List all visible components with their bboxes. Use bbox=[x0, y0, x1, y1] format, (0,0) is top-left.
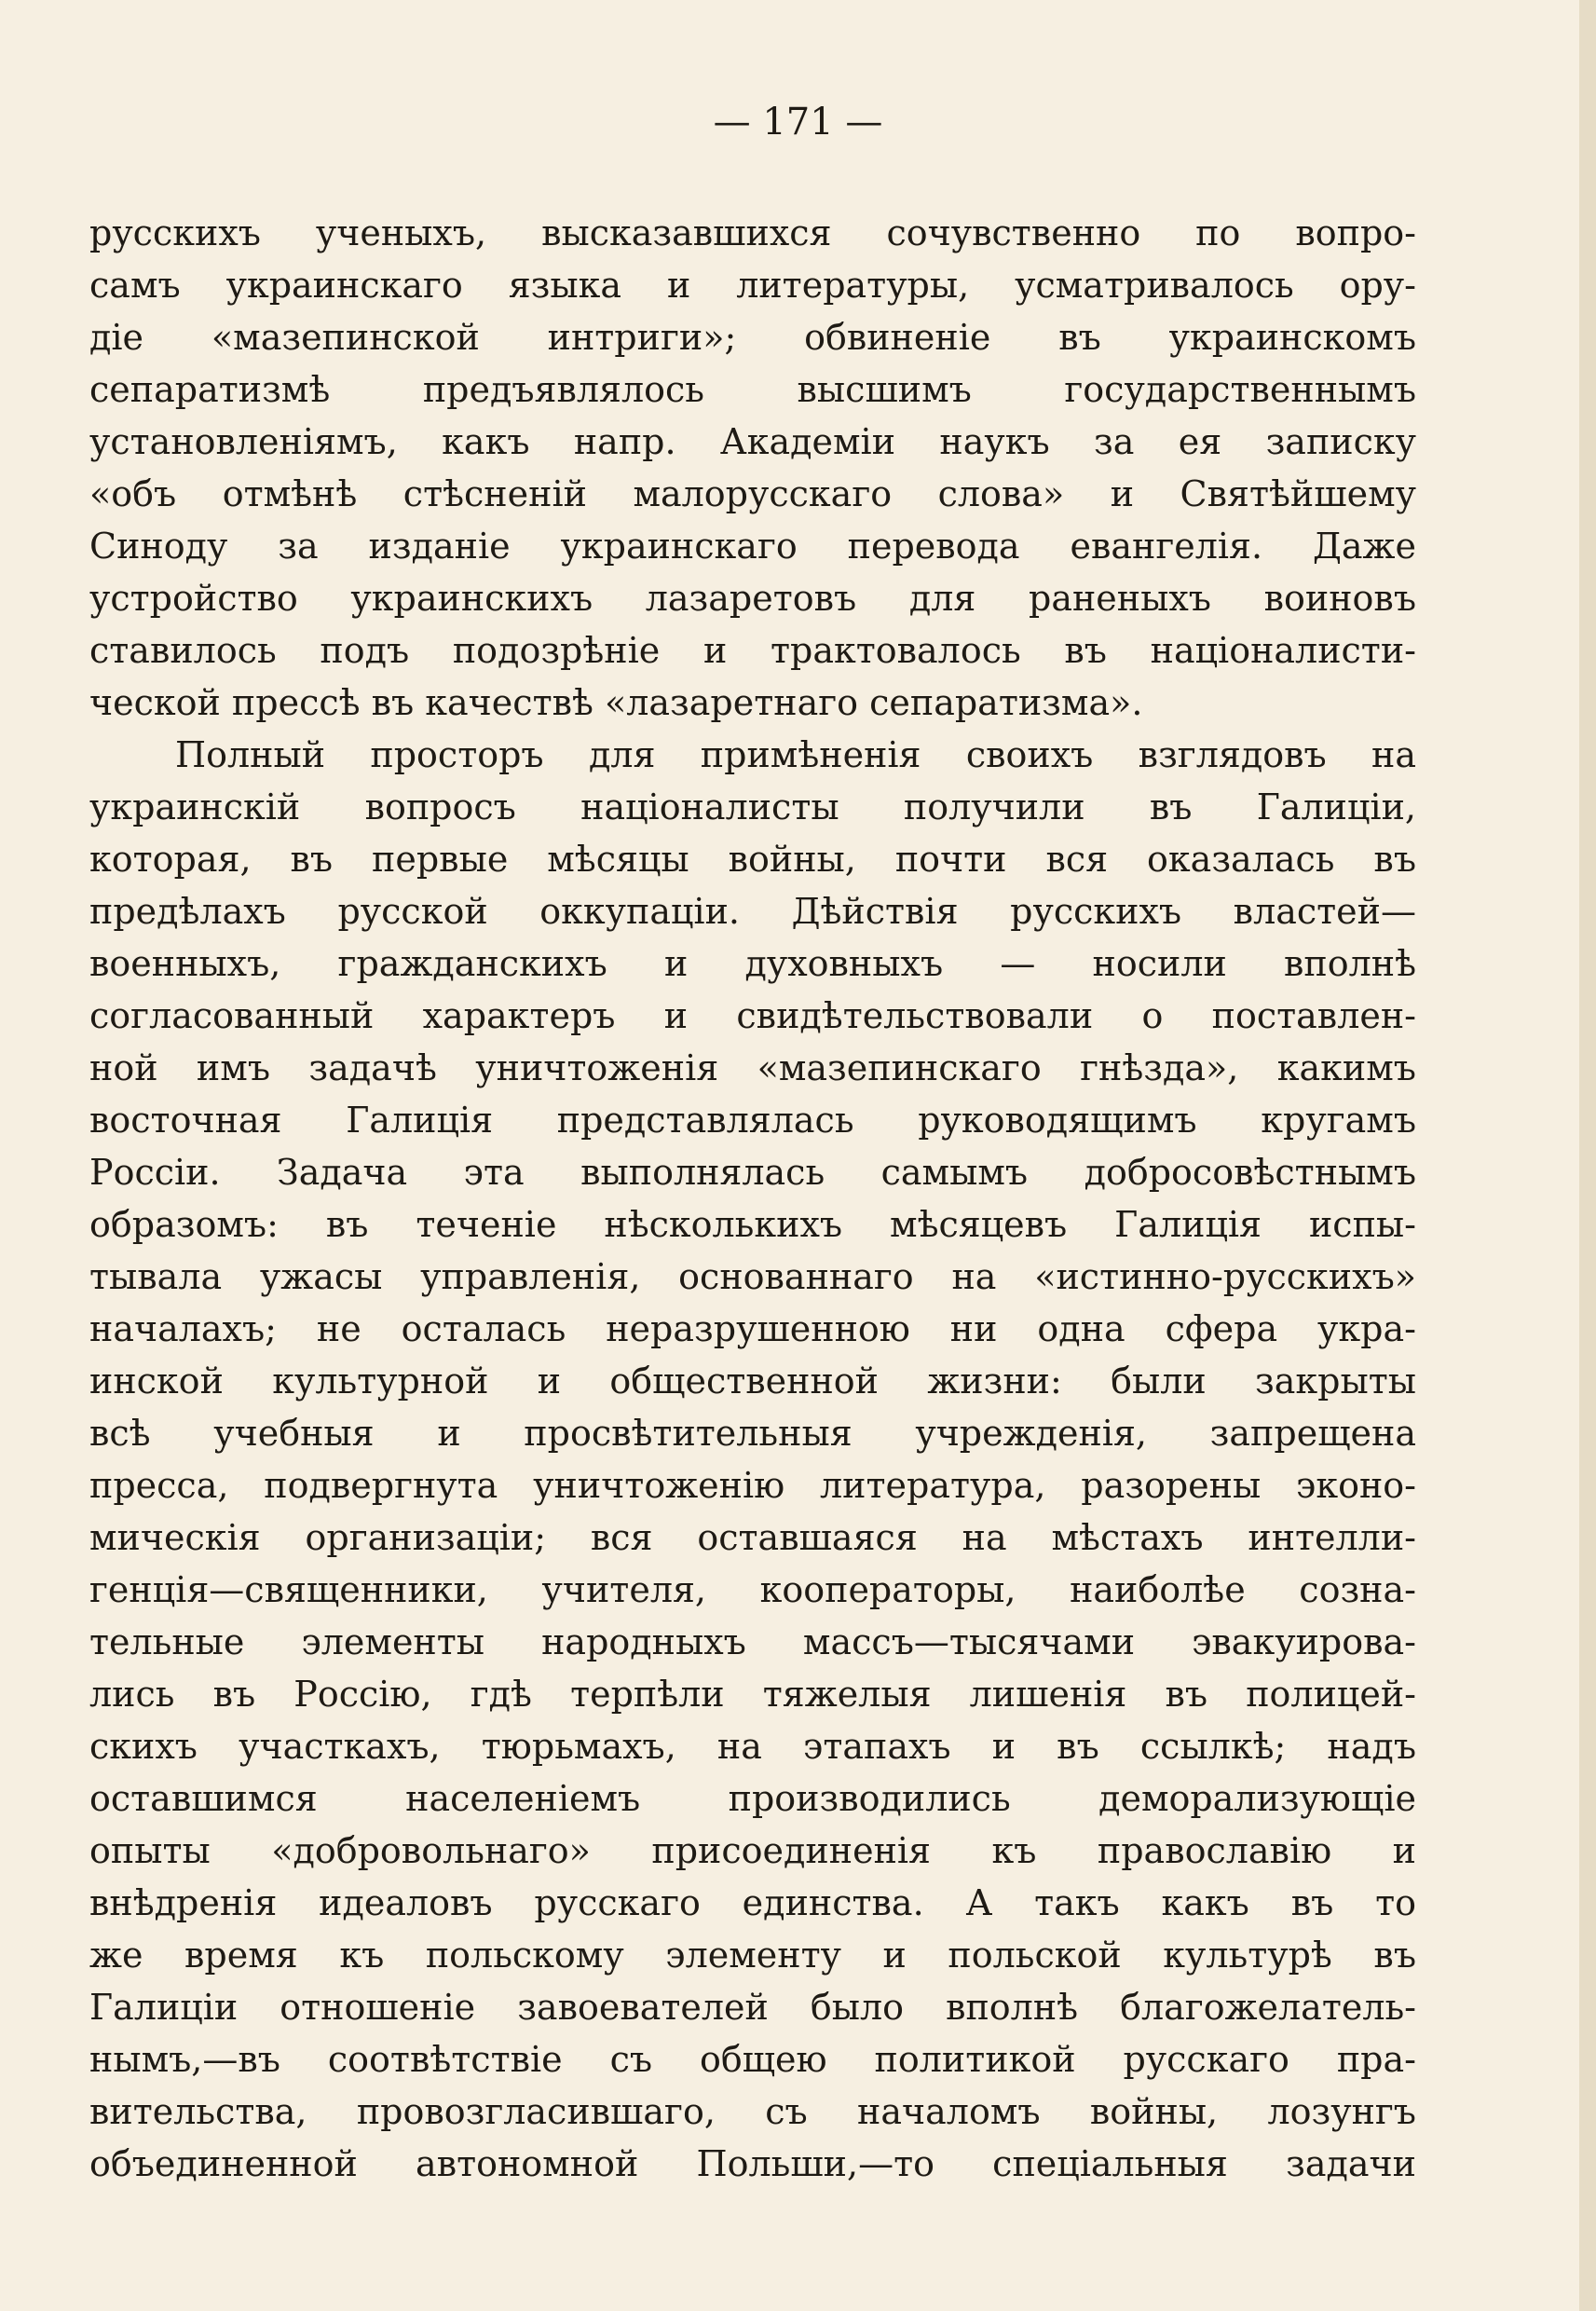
text-line: украинскій вопросъ націоналисты получили въ Галиціи, bbox=[89, 786, 1416, 827]
text-line: «объ отмѣнѣ стѣсненій малорусскаго слова» и Святѣйшему bbox=[89, 473, 1416, 514]
text-line: образомъ: въ теченіе нѣсколькихъ мѣсяцевъ Галиція испы- bbox=[89, 1204, 1416, 1245]
text-line: русскихъ ученыхъ, высказавшихся сочувственно по вопро- bbox=[89, 212, 1416, 253]
text-line: всѣ учебныя и просвѣтительныя учрежденія, запрещена bbox=[89, 1413, 1416, 1454]
text-line: нымъ,—въ соотвѣтствіе съ общею политикой русскаго пра- bbox=[89, 2039, 1416, 2080]
text-line: Россіи. Задача эта выполнялась самымъ добросовѣстнымъ bbox=[89, 1152, 1416, 1193]
text-line: сепаратизмѣ предъявлялось высшимъ государственнымъ bbox=[89, 369, 1416, 410]
page-edge bbox=[1579, 0, 1596, 2311]
text-line: діе «мазепинской интриги»; обвиненіе въ украинскомъ bbox=[89, 317, 1416, 358]
text-line: лись въ Россію, гдѣ терпѣли тяжелыя лишенія въ полицей- bbox=[89, 1674, 1416, 1715]
body-text bbox=[89, 207, 1416, 2190]
text-line: которая, въ первые мѣсяцы войны, почти вся оказалась въ bbox=[89, 839, 1416, 880]
text-line: началахъ; не осталась неразрушенною ни одна сфера укра- bbox=[89, 1308, 1416, 1349]
text-line: тывала ужасы управленія, основаннаго на «истинно-русскихъ» bbox=[89, 1256, 1416, 1297]
text-line: ставилось подъ подозрѣніе и трактовалось въ націоналисти- bbox=[89, 630, 1416, 671]
text-line: оставшимся населеніемъ производились деморализующіе bbox=[89, 1778, 1416, 1819]
text-line: ной имъ задачѣ уничтоженія «мазепинскаго гнѣзда», какимъ bbox=[89, 1047, 1416, 1088]
text-line: инской культурной и общественной жизни: были закрыты bbox=[89, 1361, 1416, 1402]
text-line: Полный просторъ для примѣненія своихъ взглядовъ на bbox=[175, 734, 1416, 775]
text-line: предѣлахъ русской оккупаціи. Дѣйствія русскихъ властей— bbox=[89, 891, 1416, 932]
paragraph-2 bbox=[89, 729, 1416, 2190]
text-line: скихъ участкахъ, тюрьмахъ, на этапахъ и въ ссылкѣ; надъ bbox=[89, 1726, 1416, 1767]
text-line: Синоду за изданіе украинскаго перевода евангелія. Даже bbox=[89, 526, 1416, 567]
text-line: ческой прессѣ въ качествѣ «лазаретнаго сепаратизма». bbox=[89, 682, 1143, 723]
text-line: внѣдренія идеаловъ русскаго единства. А такъ какъ въ то bbox=[89, 1882, 1416, 1923]
text-line: вительства, провозгласившаго, съ началомъ войны, лозунгъ bbox=[89, 2091, 1416, 2132]
text-line: пресса, подвергнута уничтоженію литература, разорены эконо- bbox=[89, 1465, 1416, 1506]
text-line: устройство украинскихъ лазаретовъ для раненыхъ воиновъ bbox=[89, 578, 1416, 619]
text-line: Галиціи отношеніе завоевателей было вполнѣ благожелатель- bbox=[89, 1987, 1416, 2028]
text-line: мическія организаціи; вся оставшаяся на мѣстахъ интелли- bbox=[89, 1517, 1416, 1558]
text-line: же время къ польскому элементу и польской культурѣ въ bbox=[89, 1935, 1416, 1976]
text-line: согласованный характеръ и свидѣтельствовали о поставлен- bbox=[89, 995, 1416, 1036]
page-number: — 171 — bbox=[713, 101, 883, 144]
text-line: установленіямъ, какъ напр. Академіи наукъ за ея записку bbox=[89, 421, 1416, 462]
paragraph-1 bbox=[89, 207, 1416, 729]
text-line: генція—священники, учителя, кооператоры, наиболѣе созна- bbox=[89, 1569, 1416, 1610]
text-line: объединенной автономной Польши,—то спеціальныя задачи bbox=[89, 2143, 1416, 2184]
text-line: военныхъ, гражданскихъ и духовныхъ — носили вполнѣ bbox=[89, 943, 1416, 984]
text-line: тельные элементы народныхъ массъ—тысячами эвакуирова- bbox=[89, 1621, 1416, 1662]
text-line: опыты «добровольнаго» присоединенія къ православію и bbox=[89, 1830, 1416, 1871]
text-line: самъ украинскаго языка и литературы, усматривалось ору- bbox=[89, 265, 1416, 306]
text-line: восточная Галиція представлялась руководящимъ кругамъ bbox=[89, 1100, 1416, 1141]
